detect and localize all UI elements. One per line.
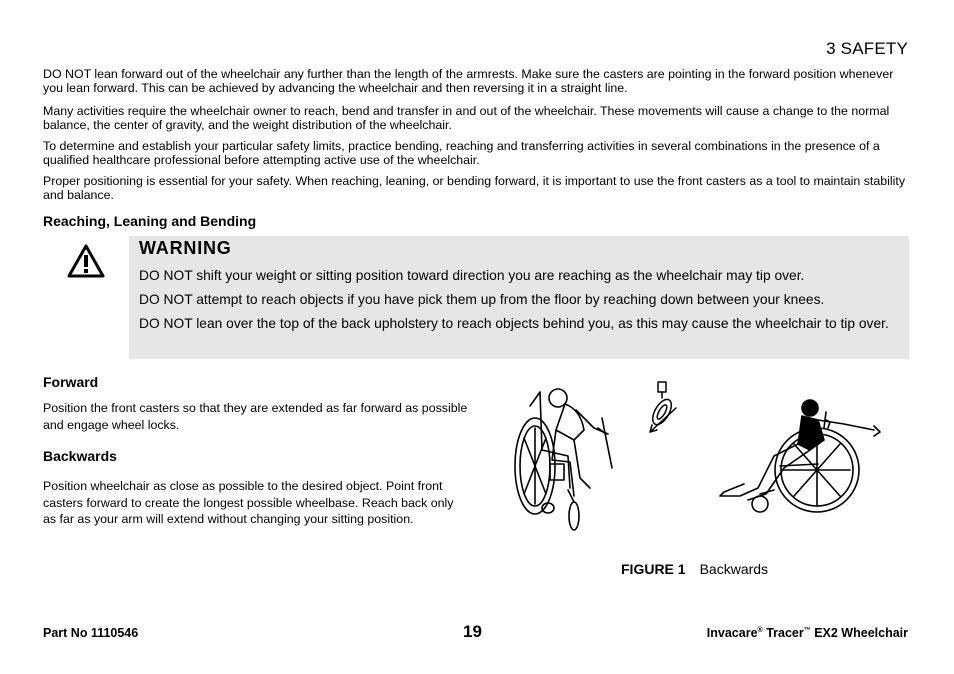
forward-text: Position the front casters so that they are extended as far forward as possible and engage wheel locks. <box>43 401 468 432</box>
footer-part-number: Part No 1110546 <box>43 626 139 640</box>
footer-tm-mark: ™ <box>803 626 811 634</box>
warning-title: WARNING <box>139 238 232 258</box>
footer-reg-mark: ® <box>757 626 763 634</box>
figure-label: FIGURE 1 <box>621 561 686 577</box>
caster-arrow-illustration <box>640 380 682 436</box>
figure-caption <box>621 561 768 577</box>
section-header: 3 SAFETY <box>826 39 908 58</box>
paragraph-safety-limits: To determine and establish your particular safety limits, practice bending, reaching and transferring activities in several combinations in the presence of a qualified healthcare professional before attempting active use of the wheelchair. <box>43 139 880 167</box>
backward-reach-illustration <box>714 396 886 522</box>
warning-line-reach-floor: DO NOT attempt to reach objects if you have pick them up from the floor by reaching down between your knees. <box>139 292 825 307</box>
footer-model: EX2 Wheelchair <box>814 626 908 640</box>
footer-product: Tracer <box>766 626 804 640</box>
forward-heading: Forward <box>43 374 99 390</box>
footer-page-number: 19 <box>463 622 482 641</box>
backwards-text: Position wheelchair as close as possible to the desired object. Point front casters forward to create the longest possible wheelbase. Reach back only as far as your arm will extend without changing your sitting position. <box>43 479 454 526</box>
warning-line-back-upholstery: DO NOT lean over the top of the back upholstery to reach objects behind you, as this may cause the wheelchair to tip over. <box>139 316 889 331</box>
warning-box <box>129 236 909 359</box>
section-heading: Reaching, Leaning and Bending <box>43 213 257 229</box>
backwards-heading: Backwards <box>43 448 117 464</box>
footer-brand: Invacare <box>706 626 758 640</box>
paragraph-lean-forward: DO NOT lean forward out of the wheelchair any further than the length of the armrests. Make sure the casters are pointing in the forward position whenever you lean forward. This can be achieved by advancing the wheelchair and then reversing it in a straight line. <box>43 67 894 95</box>
warning-line-shift-weight: DO NOT shift your weight or sitting position toward direction you are reaching as the wheelchair may tip over. <box>139 268 805 283</box>
footer-product-name <box>707 626 908 640</box>
figure-caption-text: Backwards <box>699 561 769 577</box>
forward-lean-illustration <box>510 378 622 534</box>
paragraph-activities: Many activities require the wheelchair owner to reach, bend and transfer in and out of the wheelchair. These movements will cause a change to the normal balance, the center of gravity, and the weight distribution of the wheelchair. <box>43 104 890 132</box>
warning-triangle-icon <box>67 244 105 278</box>
paragraph-positioning: Proper positioning is essential for your safety. When reaching, leaning, or bending forward, it is important to use the front casters as a tool to maintain stability and balance. <box>43 174 906 202</box>
